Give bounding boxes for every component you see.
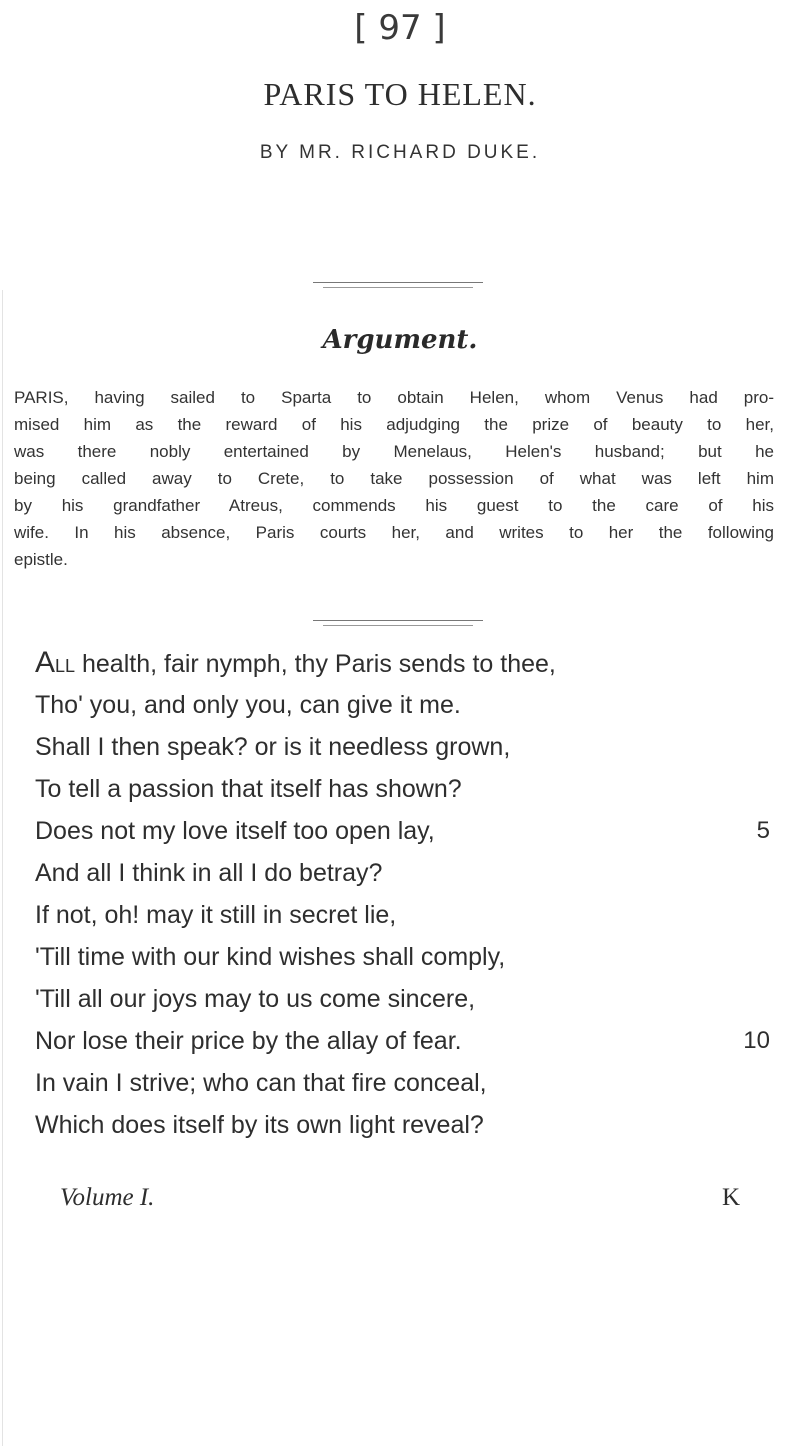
verse-line xyxy=(35,1104,780,1146)
divider-rule-bottom-second xyxy=(323,625,473,626)
verse-text: Does not my love itself too open lay, xyxy=(35,817,435,845)
verse-line xyxy=(35,1020,780,1062)
argument-heading: Argument. xyxy=(322,325,478,355)
argument-line: PARIS, having sailed to Sparta to obtain Helen, whom Venus had pro- xyxy=(14,388,774,407)
verse-text: 'Till time with our kind wishes shall comply, xyxy=(35,943,506,971)
small-caps-text: ll xyxy=(55,650,76,678)
line-number: 5 xyxy=(756,817,770,844)
verse-text: 'Till all our joys may to us come sincere, xyxy=(35,985,476,1013)
gutter-line xyxy=(2,290,3,1446)
argument-paragraph xyxy=(14,384,774,573)
divider-rule-top-second xyxy=(323,287,473,288)
verse-text: Shall I then speak? or is it needless grown, xyxy=(35,733,511,761)
verse-text: To tell a passion that itself has shown? xyxy=(35,775,462,803)
volume-label: Volume I. xyxy=(60,1184,155,1211)
verse-line xyxy=(35,1062,780,1104)
verse-text: In vain I strive; who can that fire conceal, xyxy=(35,1069,487,1097)
verse-text: Nor lose their price by the allay of fear. xyxy=(35,1027,462,1055)
argument-line: was there nobly entertained by Menelaus, Helen's husband; but he xyxy=(14,442,774,461)
verse-line xyxy=(35,684,780,726)
argument-line: being called away to Crete, to take possession of what was left him xyxy=(14,469,774,488)
verse-text: Tho' you, and only you, can give it me. xyxy=(35,691,461,719)
verse-line xyxy=(35,768,780,810)
verse-text: If not, oh! may it still in secret lie, xyxy=(35,901,397,929)
drop-initial: A xyxy=(35,646,56,679)
poem-title: PARIS TO HELEN. xyxy=(263,76,537,112)
verse-line xyxy=(35,726,780,768)
verse-line xyxy=(35,894,780,936)
signature-mark: K xyxy=(721,1184,740,1211)
verse-line xyxy=(35,810,780,852)
verse-text: And all I think in all I do betray? xyxy=(35,859,383,887)
author-byline: BY MR. RICHARD DUKE. xyxy=(259,142,541,163)
argument-line: by his grandfather Atreus, commends his guest to the care of his xyxy=(14,496,774,515)
argument-line: mised him as the reward of his adjudging the prize of beauty to her, xyxy=(14,415,774,434)
verse-line xyxy=(35,978,780,1020)
line-number: 10 xyxy=(743,1027,770,1054)
verse-line xyxy=(35,852,780,894)
argument-line: epistle. xyxy=(14,550,68,569)
verse-line xyxy=(35,936,780,978)
poem-body xyxy=(35,642,780,1146)
divider-rule-top xyxy=(313,282,483,283)
verse-line-1 xyxy=(35,642,780,684)
verse-text: health, fair nymph, thy Paris sends to thee, xyxy=(75,650,556,678)
divider-rule-bottom xyxy=(313,620,483,621)
page-number: [ 97 ] xyxy=(354,8,446,48)
argument-line: wife. In his absence, Paris courts her, and writes to her the following xyxy=(14,523,774,542)
verse-text: Which does itself by its own light reveal? xyxy=(35,1111,484,1139)
